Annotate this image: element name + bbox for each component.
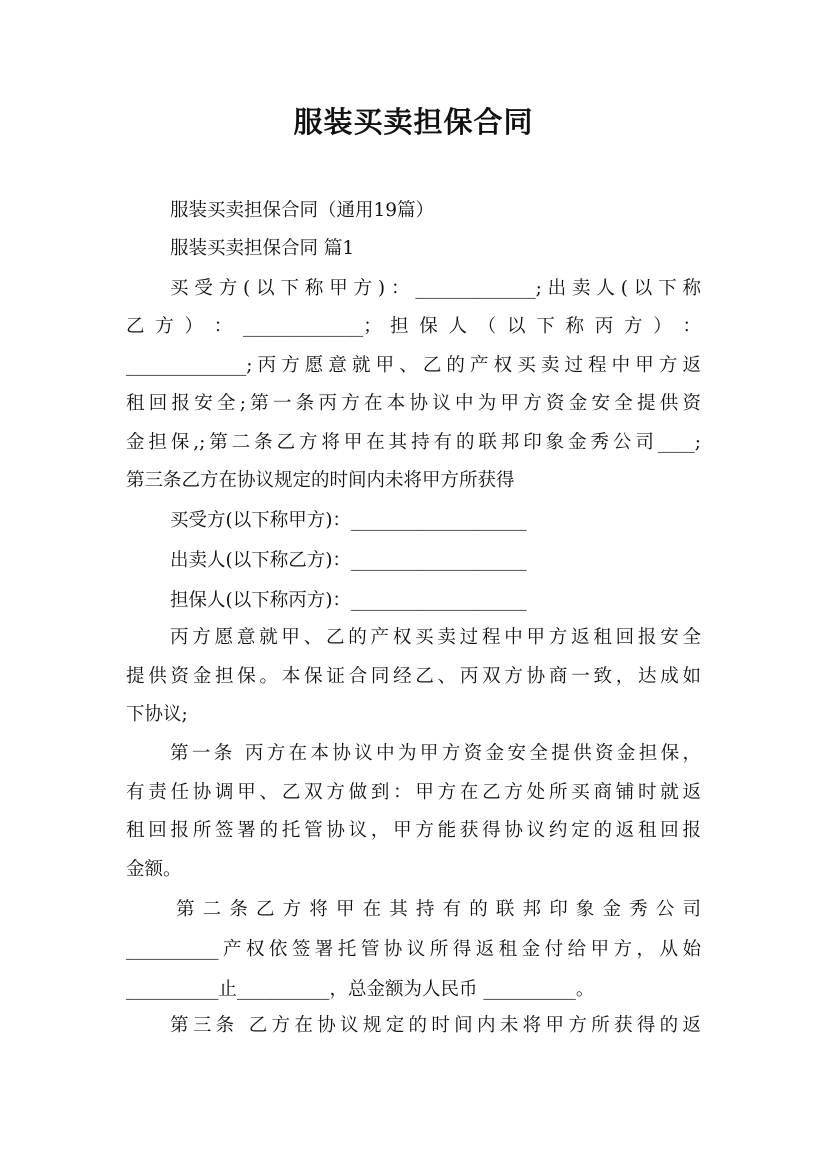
text-line: 服装买卖担保合同（通用19篇） [170,200,435,221]
text-line: __________产权依签署托管协议所得返租金付给甲方，从始 [126,939,701,960]
text-line: 丙方愿意就甲、乙的产权买卖过程中甲方返租回报安全 [170,627,701,648]
text-line: 提供资金担保。本保证合同经乙、丙双方协商一致，达成如 [126,666,701,687]
text-line: 服装买卖担保合同 篇1 [170,238,355,259]
text-line: 金担保,;第二条乙方将甲在其持有的联邦印象金秀公司____; [126,432,701,453]
text-line: 金额。 [126,859,182,880]
text-line: 乙 方 ） ： _____________； 担 保 人 （ 以 下 称 丙 方 ） ： [126,316,701,337]
text-line: 第 二 条 乙 方 将 甲 在 其 持 有 的 联 邦 印 象 金 秀 公 司 [176,899,701,920]
text-line: 有责任协调甲、乙双方做到：甲方在乙方处所买商铺时就返 [126,782,701,803]
text-line: 第三条 乙方在协议规定的时间内未将甲方所获得的返 [170,1015,701,1036]
document-title: 服装买卖担保合同 [293,105,534,139]
text-line: 出卖人(以下称乙方)：___________________ [170,550,527,571]
text-line: 买受方(以下称甲方)：___________________ [170,510,527,531]
text-line: 第三条乙方在协议规定的时间内未将甲方所获得 [126,470,515,491]
text-line: _____________;丙方愿意就甲、乙的产权买卖过程中甲方返 [126,355,701,376]
text-line: 第一条 丙方在本协议中为甲方资金安全提供资金担保， [170,743,701,764]
text-line: 买受方(以下称甲方)：_____________;出卖人(以下称 [170,278,701,299]
text-line: 租回报所签署的托管协议，甲方能获得协议约定的返租回报 [126,820,701,841]
text-line: 担保人(以下称丙方)：___________________ [170,590,527,611]
text-line: 下协议; [126,704,188,725]
text-line: 租回报安全;第一条丙方在本协议中为甲方资金安全提供资 [126,393,701,414]
text-line: __________止__________，总金额为人民币 __________。 [126,979,595,1000]
